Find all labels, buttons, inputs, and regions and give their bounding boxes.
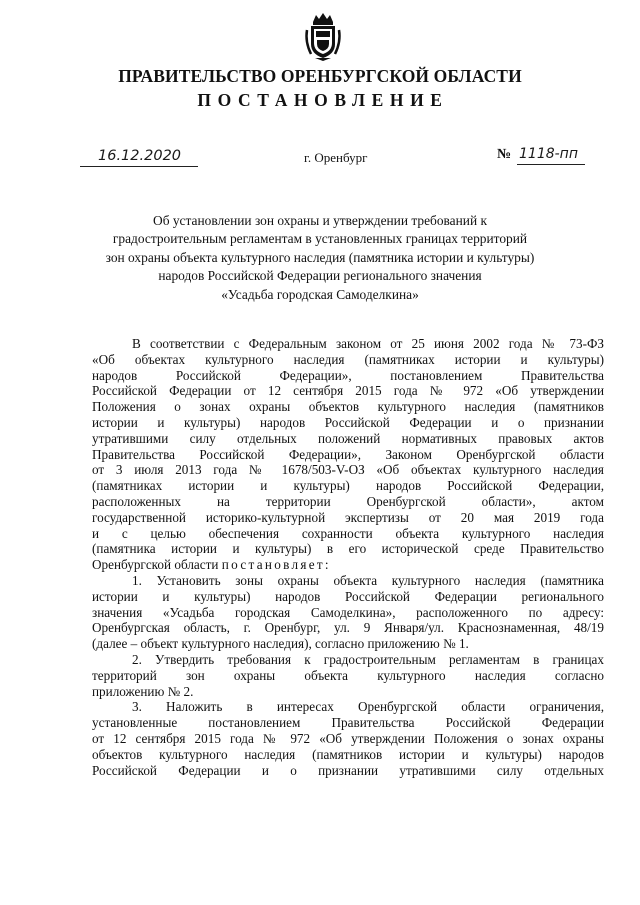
body-line: объектов культурного наследия (памятников истории и культуры) народов <box>92 746 604 762</box>
body-line: (памятника истории и культуры) в его исторической среде Правительство <box>92 541 604 557</box>
title-line: градостроительным регламентам в установленных границах территорий <box>112 231 528 247</box>
body-line: истории и культуры) народов Российской Федерации и о признании <box>92 414 604 430</box>
body-line: истории и культуры) народов Российской Федерации регионального <box>92 588 604 604</box>
date-underline <box>80 166 198 167</box>
body-line: «Об объектах культурного наследия (памятниках истории и культуры) <box>92 351 604 367</box>
body-line: Российской Федерации и о признании утратившими силу отдельных <box>92 762 604 778</box>
body-line: установленные постановлением Правительства Российской Федерации <box>92 715 604 731</box>
body-line: государственной историко-культурной экспертизы от 20 мая 2019 года <box>92 509 604 525</box>
document-title <box>80 212 560 304</box>
body-line: приложению № 2. <box>92 683 194 699</box>
body-line: Оренбургская область, г. Оренбург, ул. 9 Января/ул. Краснознаменная, 48/19 <box>92 620 604 636</box>
body-line: расположенных на территории Оренбургской области», актом <box>92 493 604 509</box>
document-type: ПОСТАНОВЛЕНИЕ <box>197 90 449 110</box>
document-body <box>92 336 604 778</box>
body-line: народов Российской Федерации», постановлением Правительства <box>92 367 604 383</box>
body-line: В соответствии с Федеральным законом от 25 июня 2002 года № 73-ФЗ <box>132 336 604 351</box>
body-line: значения «Усадьба городская Самоделкина», расположенного по адресу: <box>92 604 604 620</box>
body-line <box>92 557 604 573</box>
body-line: Правительства Российской Федерации», Законом Оренбургской области <box>92 446 604 462</box>
number-underline <box>517 164 585 165</box>
body-line: утратившими силу отдельных положений нормативных правовых актов <box>92 430 604 446</box>
resolve-word: постановляет: <box>221 557 331 573</box>
number-label: № <box>497 147 512 162</box>
title-line: зон охраны объекта культурного наследия (памятника истории и культуры) <box>105 249 535 265</box>
body-line: 2. Утвердить требования к градостроительным регламентам в границах <box>132 651 604 667</box>
body-line: от 3 июля 2013 года № 1678/503-V-ОЗ «Об объектах культурного наследия <box>92 462 604 478</box>
body-line: (памятниках истории и культуры) народов Российской Федерации, <box>92 478 604 494</box>
body-line-text: Оренбургской области <box>92 557 219 573</box>
body-line: Российской Федерации от 12 сентября 2015 года № 972 «Об утверждении <box>92 383 604 399</box>
title-line: Об установлении зон охраны и утверждении требований к <box>153 213 487 228</box>
body-line: от 12 сентября 2015 года № 972 «Об утверждении Положения о зонах охраны <box>92 730 604 746</box>
title-line: народов Российской Федерации регионального значения <box>158 268 482 284</box>
body-line: территорий зон охраны объекта культурного наследия согласно <box>92 667 604 683</box>
orenburg-coat-of-arms-icon <box>303 10 343 62</box>
body-line: и с целью обеспечения сохранности объекта культурного наследия <box>92 525 604 541</box>
body-line: Положения о зонах охраны объектов культурного наследия (памятников <box>92 399 604 415</box>
title-line: «Усадьба городская Самоделкина» <box>221 286 419 302</box>
body-line: 1. Установить зоны охраны объекта культурного наследия (памятника <box>132 572 604 588</box>
document-city: г. Оренбург <box>304 150 368 165</box>
document-number: 1118-пп <box>519 146 578 162</box>
body-line: 3. Наложить в интересах Оренбургской области ограничения, <box>132 699 604 715</box>
document-date: 16.12.2020 <box>98 148 182 164</box>
organization-name: ПРАВИТЕЛЬСТВО ОРЕНБУРГСКОЙ ОБЛАСТИ <box>118 66 522 86</box>
body-line: (далее – объект культурного наследия), согласно приложению № 1. <box>92 636 469 652</box>
